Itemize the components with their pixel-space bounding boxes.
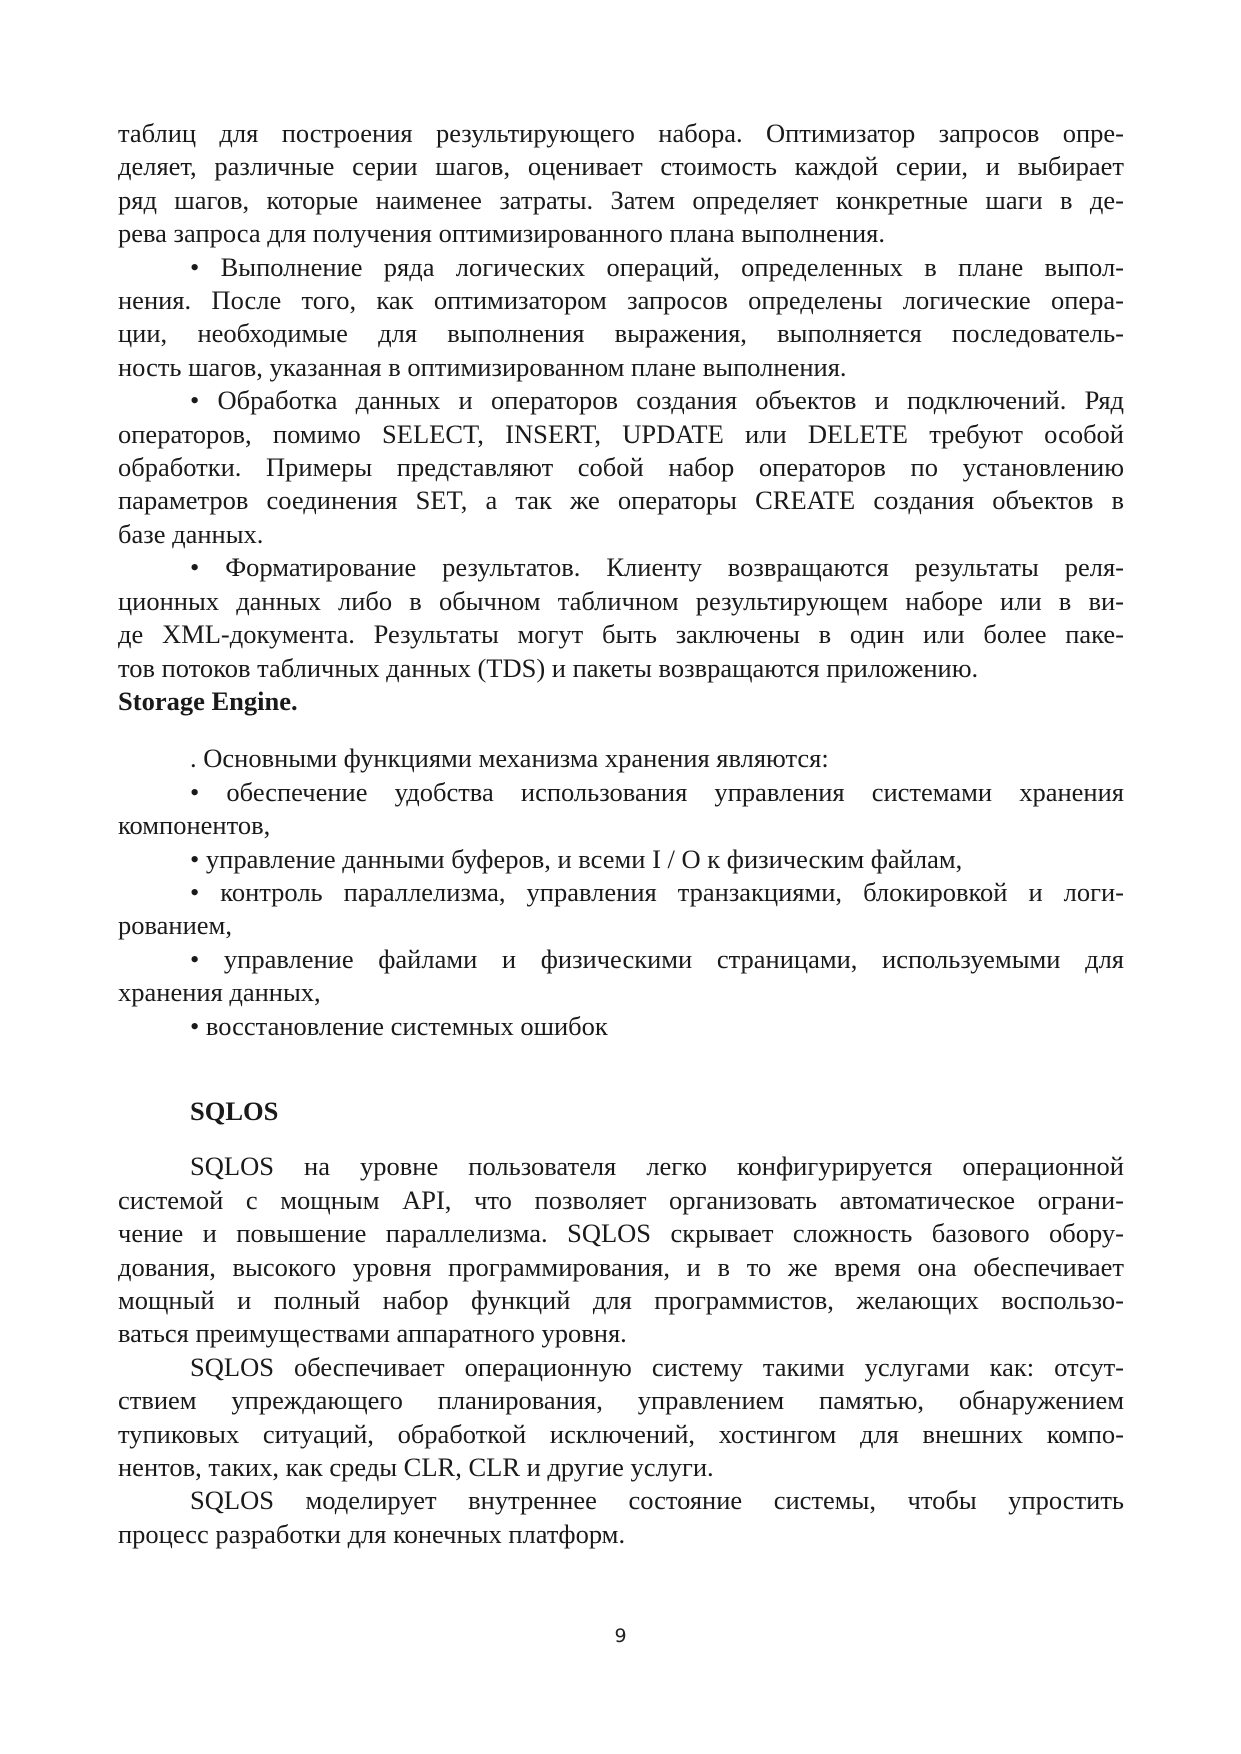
text-line: • обеспечение удобства использования управления системами хранения [190, 776, 1124, 807]
document-page [118, 117, 1124, 1551]
list-item [118, 843, 1124, 876]
paragraph-sqlos-3 [118, 1484, 1124, 1551]
text-line: рованием, [118, 910, 232, 941]
text-line: обработки. Примеры представляют собой набор операторов по установлению [118, 452, 1124, 483]
list-item [118, 1010, 1124, 1043]
text-line: • Выполнение ряда логических операций, определенных в плане выпол- [190, 251, 1124, 282]
storage-list [118, 776, 1124, 1043]
list-item [118, 876, 1124, 943]
text-line: SQLOS обеспечивает операционную систему такими услугами как: отсут- [190, 1351, 1124, 1382]
paragraph-sqlos-2 [118, 1351, 1124, 1485]
text-line: деляет, различные серии шагов, оценивает стоимость каждой серии, и выбирает [118, 151, 1124, 182]
text-line: рева запроса для получения оптимизированного плана выполнения. [118, 218, 885, 249]
text-line: • Форматирование результатов. Клиенту возвращаются результаты реля- [190, 552, 1124, 583]
text-line: • Обработка данных и операторов создания объектов и подключений. Ряд [190, 385, 1124, 416]
text-line: параметров соединения SET, а так же операторы CREATE создания объектов в [118, 485, 1124, 516]
paragraph-logical-operations [118, 251, 1124, 385]
text-line: чение и повышение параллелизма. SQLOS скрывает сложность базового обору- [118, 1218, 1124, 1249]
text-line: • управление файлами и физическими страницами, используемыми для [190, 943, 1124, 974]
text-line: таблиц для построения результирующего набора. Оптимизатор запросов опре- [118, 118, 1124, 148]
spacer [118, 718, 1124, 742]
paragraph-query-optimizer [118, 117, 1124, 251]
text-line: ваться преимуществами аппаратного уровня. [118, 1318, 627, 1349]
spacer [118, 1043, 1124, 1095]
text-line: SQLOS на уровне пользователя легко конфигурируется операционной [190, 1151, 1124, 1182]
text-line: SQLOS моделирует внутреннее состояние системы, чтобы упростить [190, 1485, 1124, 1516]
text-line: дования, высокого уровня программирования, и в то же время она обеспечивает [118, 1251, 1124, 1282]
heading-sqlos: SQLOS [190, 1095, 279, 1126]
text-line: ряд шагов, которые наименее затраты. Затем определяет конкретные шаги в де- [118, 184, 1124, 215]
text-line: тов потоков табличных данных (TDS) и пакеты возвращаются приложению. [118, 652, 979, 683]
text-line: ционных данных либо в обычном табличном результирующем наборе или в ви- [118, 585, 1124, 616]
list-item [118, 943, 1124, 1010]
paragraph-result-formatting [118, 551, 1124, 685]
text-line: • восстановление системных ошибок [190, 1010, 608, 1041]
page-number: 9 [614, 1625, 627, 1647]
paragraph-data-processing [118, 384, 1124, 551]
text-line: операторов, помимо SELECT, INSERT, UPDATE или DELETE требуют особой [118, 418, 1124, 449]
text-line: процесс разработки для конечных платформ. [118, 1518, 626, 1549]
heading-storage-engine: Storage Engine. [118, 685, 298, 716]
text-line: • контроль параллелизма, управления транзакциями, блокировкой и логи- [190, 876, 1124, 907]
text-line: хранения данных, [118, 977, 321, 1008]
text-line: ность шагов, указанная в оптимизированном плане выполнения. [118, 351, 847, 382]
paragraph-sqlos-1 [118, 1150, 1124, 1350]
text-line: ствием упреждающего планирования, управлением памятью, обнаружением [118, 1385, 1124, 1416]
text-line: тупиковых ситуаций, обработкой исключений, хостингом для внешних компо- [118, 1418, 1124, 1449]
text-line: де XML-документа. Результаты могут быть заключены в один или более паке- [118, 619, 1124, 650]
text-line: нентов, таких, как среды CLR, CLR и другие услуги. [118, 1452, 714, 1483]
text-line: компонентов, [118, 810, 271, 841]
storage-intro: . Основными функциями механизма хранения являются: [190, 743, 829, 774]
text-line: системой с мощным API, что позволяет организовать автоматическое ограни- [118, 1184, 1124, 1215]
text-line: ции, необходимые для выполнения выражения, выполняется последователь- [118, 318, 1124, 349]
text-line: нения. После того, как оптимизатором запросов определены логические опера- [118, 285, 1124, 316]
spacer [118, 1128, 1124, 1150]
text-line: базе данных. [118, 518, 264, 549]
list-item [118, 776, 1124, 843]
text-line: • управление данными буферов, и всеми I / O к физическим файлам, [190, 843, 963, 874]
text-line: мощный и полный набор функций для программистов, желающих воспользо- [118, 1285, 1124, 1315]
